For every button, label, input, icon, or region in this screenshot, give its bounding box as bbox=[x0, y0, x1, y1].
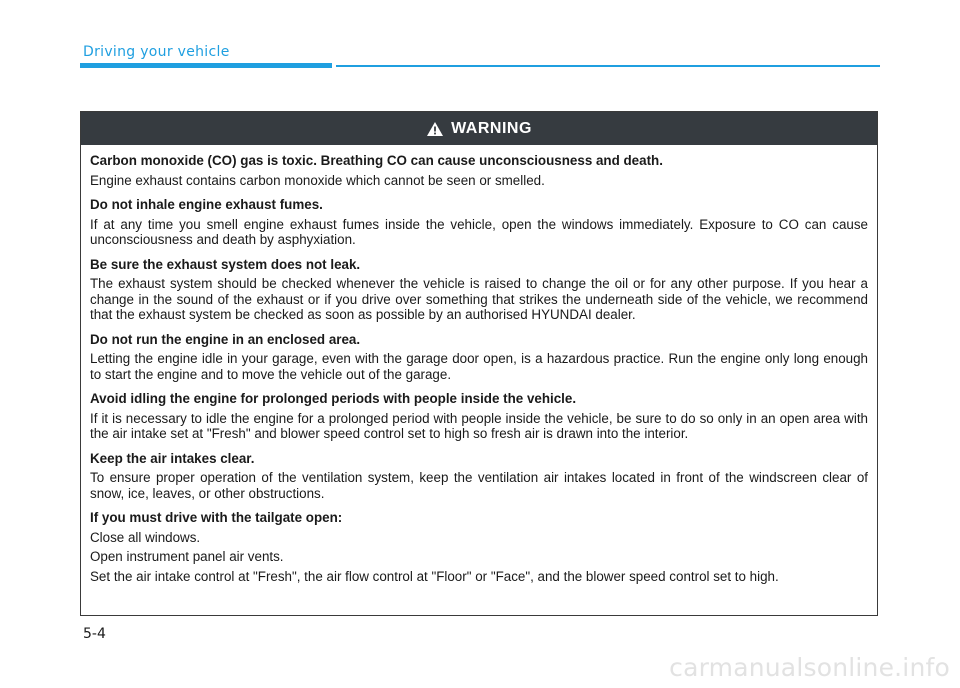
warning-item-text bbox=[90, 351, 868, 382]
warning-triangle-icon bbox=[426, 121, 444, 137]
page-number: 5-4 bbox=[83, 626, 106, 642]
warning-item-paragraph: Set the air intake control at "Fresh", the air flow control at "Floor" or "Face", and the blower speed control set to high. bbox=[90, 568, 779, 584]
warning-item-paragraph: The exhaust system should be checked whenever the vehicle is raised to change the oil or for any other purpose. If you hear a change in the sound of the exhaust or if you drive over something that strikes the underneath side of the vehicle, we recommend that the exhaust system be checked as soon as possible by an authorised HYUNDAI dealer. bbox=[90, 276, 868, 322]
warning-item-paragraph: Engine exhaust contains carbon monoxide which cannot be seen or smelled. bbox=[90, 172, 545, 188]
warning-item-heading: Avoid idling the engine for prolonged periods with people inside the vehicle. bbox=[90, 391, 577, 406]
warning-item bbox=[90, 197, 868, 248]
warning-item-heading: Be sure the exhaust system does not leak. bbox=[90, 256, 361, 272]
warning-item-text bbox=[90, 530, 868, 585]
warning-body bbox=[81, 145, 877, 584]
warning-item-text bbox=[90, 276, 868, 323]
warning-item bbox=[90, 391, 868, 442]
warning-box bbox=[80, 111, 878, 616]
section-rule-thick bbox=[80, 63, 332, 68]
warning-item-heading: Do not inhale engine exhaust fumes. bbox=[90, 197, 323, 212]
warning-item-heading: Keep the air intakes clear. bbox=[90, 450, 255, 466]
section-title: Driving your vehicle bbox=[83, 44, 230, 60]
warning-item bbox=[90, 332, 868, 383]
warning-item-text bbox=[90, 173, 868, 189]
watermark: carmanualsonline.info bbox=[669, 653, 950, 682]
section-rule-thin bbox=[336, 65, 880, 67]
warning-item-heading: Do not run the engine in an enclosed area. bbox=[90, 331, 361, 347]
warning-item bbox=[90, 257, 868, 323]
warning-item-paragraph: To ensure proper operation of the ventilation system, keep the ventilation air intakes located in front of the windscreen clear of snow, ice, leaves, or other obstructions. bbox=[90, 470, 868, 501]
warning-item-paragraph: If it is necessary to idle the engine for a prolonged period with people inside the vehicle, be sure to do so only in an open area with the air intake set at "Fresh" and blower speed control set to high so fresh air is drawn into the interior. bbox=[90, 410, 868, 441]
warning-item-text bbox=[90, 217, 868, 248]
warning-item-paragraph: Close all windows. bbox=[90, 529, 201, 545]
warning-item bbox=[90, 153, 868, 188]
warning-item-text bbox=[90, 411, 868, 442]
warning-item-heading: If you must drive with the tailgate open: bbox=[90, 510, 343, 525]
warning-item-paragraph: Letting the engine idle in your garage, even with the garage door open, is a hazardous practice. Run the engine only long enough to start the engine and to move the vehicle out of the garage. bbox=[90, 351, 868, 382]
warning-header bbox=[81, 112, 877, 145]
warning-item-text bbox=[90, 470, 868, 501]
warning-item bbox=[90, 451, 868, 502]
warning-item bbox=[90, 510, 868, 584]
warning-title: WARNING bbox=[451, 119, 532, 137]
warning-item-heading: Carbon monoxide (CO) gas is toxic. Breathing CO can cause unconsciousness and death. bbox=[90, 153, 663, 168]
warning-item-paragraph: If at any time you smell engine exhaust fumes inside the vehicle, open the windows immediately. Exposure to CO can cause unconsciousness and death by asphyxiation. bbox=[90, 216, 868, 247]
warning-item-paragraph: Open instrument panel air vents. bbox=[90, 549, 284, 564]
